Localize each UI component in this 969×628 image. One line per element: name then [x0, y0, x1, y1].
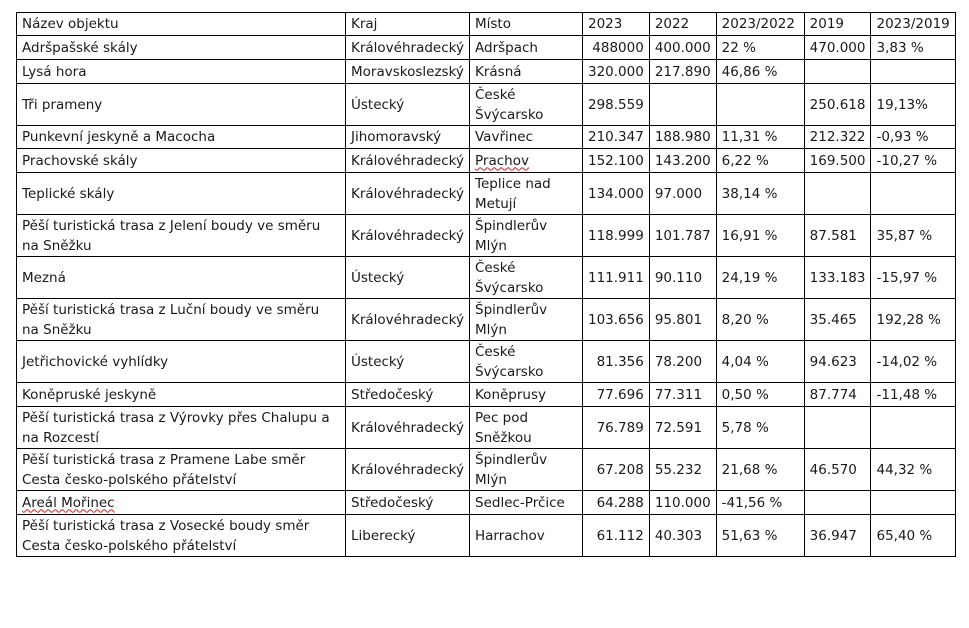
cell-change-2023-2019: [871, 407, 955, 449]
cell-place: České Švýcarsko: [470, 257, 583, 299]
cell-visitors-2023: 298.559: [583, 84, 650, 126]
cell-place: Koněprusy: [470, 383, 583, 407]
table-row: [17, 449, 956, 491]
cell-visitors-2022: 90.110: [649, 257, 716, 299]
table-row: [17, 126, 956, 149]
cell-object-name: Pěší turistická trasa z Pramene Labe směr Cesta česko-polského přátelství: [17, 449, 346, 491]
cell-visitors-2019: 36.947: [804, 515, 871, 557]
cell-change-2023-2022: 5,78 %: [716, 407, 804, 449]
cell-region: Liberecký: [346, 515, 470, 557]
cell-place: Sedlec-Prčice: [470, 491, 583, 515]
cell-region: Ústecký: [346, 84, 470, 126]
cell-object-name: Adršpašské skály: [17, 36, 346, 60]
cell-visitors-2022: 97.000: [649, 173, 716, 215]
header-region: Kraj: [346, 13, 470, 36]
cell-visitors-2023: 488000: [583, 36, 650, 60]
cell-change-2023-2019: 65,40 %: [871, 515, 955, 557]
cell-object-name: Tři prameny: [17, 84, 346, 126]
cell-change-2023-2019: 19,13%: [871, 84, 955, 126]
cell-visitors-2022: 72.591: [649, 407, 716, 449]
cell-visitors-2019: 46.570: [804, 449, 871, 491]
cell-visitors-2023: 81.356: [583, 341, 650, 383]
cell-change-2023-2019: -14,02 %: [871, 341, 955, 383]
cell-visitors-2019: [804, 491, 871, 515]
cell-visitors-2022: 400.000: [649, 36, 716, 60]
cell-region: Jihomoravský: [346, 126, 470, 149]
table-row: [17, 257, 956, 299]
header-change-2023-2022: 2023/2022: [716, 13, 804, 36]
cell-visitors-2022: 143.200: [649, 149, 716, 173]
table-row: [17, 341, 956, 383]
header-row: [17, 13, 956, 36]
cell-visitors-2019: 169.500: [804, 149, 871, 173]
header-change-2023-2019: 2023/2019: [871, 13, 955, 36]
cell-object-name: Teplické skály: [17, 173, 346, 215]
cell-region: Královéhradecký: [346, 407, 470, 449]
spellcheck-text: Areál Mořinec: [22, 494, 115, 511]
cell-change-2023-2019: 35,87 %: [871, 215, 955, 257]
cell-visitors-2023: 61.112: [583, 515, 650, 557]
cell-visitors-2023: 64.288: [583, 491, 650, 515]
cell-visitors-2023: 118.999: [583, 215, 650, 257]
cell-visitors-2019: [804, 173, 871, 215]
cell-region: Moravskoslezský: [346, 60, 470, 84]
cell-change-2023-2022: 0,50 %: [716, 383, 804, 407]
cell-change-2023-2022: 51,63 %: [716, 515, 804, 557]
cell-visitors-2022: 77.311: [649, 383, 716, 407]
cell-region: Ústecký: [346, 257, 470, 299]
cell-visitors-2019: [804, 407, 871, 449]
cell-visitors-2023: 67.208: [583, 449, 650, 491]
cell-visitors-2023: 77.696: [583, 383, 650, 407]
table-row: [17, 515, 956, 557]
cell-change-2023-2019: 192,28 %: [871, 299, 955, 341]
cell-visitors-2022: 217.890: [649, 60, 716, 84]
cell-place: Harrachov: [470, 515, 583, 557]
table-row: [17, 60, 956, 84]
table-row: [17, 299, 956, 341]
cell-region: Královéhradecký: [346, 449, 470, 491]
header-visitors-2019: 2019: [804, 13, 871, 36]
cell-visitors-2022: 101.787: [649, 215, 716, 257]
cell-change-2023-2022: 8,20 %: [716, 299, 804, 341]
cell-object-name: Pěší turistická trasa z Jelení boudy ve směru na Sněžku: [17, 215, 346, 257]
cell-change-2023-2019: -10,27 %: [871, 149, 955, 173]
cell-region: Královéhradecký: [346, 36, 470, 60]
cell-visitors-2022: 78.200: [649, 341, 716, 383]
cell-visitors-2022: 110.000: [649, 491, 716, 515]
cell-region: Středočeský: [346, 383, 470, 407]
cell-place: Špindlerův Mlýn: [470, 299, 583, 341]
cell-change-2023-2022: 4,04 %: [716, 341, 804, 383]
cell-place: Teplice nad Metují: [470, 173, 583, 215]
cell-change-2023-2022: 22 %: [716, 36, 804, 60]
cell-change-2023-2022: 11,31 %: [716, 126, 804, 149]
cell-object-name: Lysá hora: [17, 60, 346, 84]
cell-visitors-2019: 87.581: [804, 215, 871, 257]
cell-visitors-2023: 134.000: [583, 173, 650, 215]
cell-region: Středočeský: [346, 491, 470, 515]
cell-place: České Švýcarsko: [470, 84, 583, 126]
cell-object-name: Koněpruské jeskyně: [17, 383, 346, 407]
cell-object-name: [17, 491, 346, 515]
cell-change-2023-2019: -15,97 %: [871, 257, 955, 299]
table-row: [17, 84, 956, 126]
cell-region: Královéhradecký: [346, 149, 470, 173]
cell-place: Špindlerův Mlýn: [470, 215, 583, 257]
cell-visitors-2019: 250.618: [804, 84, 871, 126]
cell-visitors-2022: 95.801: [649, 299, 716, 341]
cell-change-2023-2022: 38,14 %: [716, 173, 804, 215]
cell-visitors-2019: 35.465: [804, 299, 871, 341]
cell-object-name: Pěší turistická trasa z Výrovky přes Chalupu a na Rozcestí: [17, 407, 346, 449]
cell-region: Královéhradecký: [346, 173, 470, 215]
cell-change-2023-2022: [716, 84, 804, 126]
cell-change-2023-2019: [871, 491, 955, 515]
cell-place: Vavřinec: [470, 126, 583, 149]
cell-object-name: Pěší turistická trasa z Luční boudy ve směru na Sněžku: [17, 299, 346, 341]
cell-visitors-2019: 133.183: [804, 257, 871, 299]
cell-region: Ústecký: [346, 341, 470, 383]
cell-place: České Švýcarsko: [470, 341, 583, 383]
cell-object-name: Jetřichovické vyhlídky: [17, 341, 346, 383]
cell-visitors-2019: 470.000: [804, 36, 871, 60]
cell-change-2023-2019: [871, 60, 955, 84]
cell-change-2023-2019: [871, 173, 955, 215]
cell-change-2023-2019: -11,48 %: [871, 383, 955, 407]
table-row: [17, 383, 956, 407]
cell-object-name: Mezná: [17, 257, 346, 299]
cell-change-2023-2022: 21,68 %: [716, 449, 804, 491]
header-place: Místo: [470, 13, 583, 36]
cell-change-2023-2022: 16,91 %: [716, 215, 804, 257]
spellcheck-text: Prachov: [475, 152, 529, 169]
cell-change-2023-2019: 44,32 %: [871, 449, 955, 491]
table-row: [17, 149, 956, 173]
cell-visitors-2023: 320.000: [583, 60, 650, 84]
table-row: [17, 173, 956, 215]
cell-visitors-2023: 76.789: [583, 407, 650, 449]
cell-visitors-2019: 94.623: [804, 341, 871, 383]
cell-object-name: Punkevní jeskyně a Macocha: [17, 126, 346, 149]
cell-place: Krásná: [470, 60, 583, 84]
header-visitors-2022: 2022: [649, 13, 716, 36]
header-object-name: Název objektu: [17, 13, 346, 36]
table-row: [17, 407, 956, 449]
cell-visitors-2019: 87.774: [804, 383, 871, 407]
cell-region: Královéhradecký: [346, 215, 470, 257]
cell-change-2023-2019: -0,93 %: [871, 126, 955, 149]
cell-change-2023-2022: 46,86 %: [716, 60, 804, 84]
header-visitors-2023: 2023: [583, 13, 650, 36]
cell-change-2023-2022: 6,22 %: [716, 149, 804, 173]
cell-visitors-2022: 40.303: [649, 515, 716, 557]
cell-visitors-2022: 188.980: [649, 126, 716, 149]
cell-change-2023-2019: 3,83 %: [871, 36, 955, 60]
visitor-table: [16, 12, 956, 557]
cell-place: Špindlerův Mlýn: [470, 449, 583, 491]
cell-change-2023-2022: -41,56 %: [716, 491, 804, 515]
cell-object-name: Prachovské skály: [17, 149, 346, 173]
cell-place: Adršpach: [470, 36, 583, 60]
cell-visitors-2023: 210.347: [583, 126, 650, 149]
cell-region: Královéhradecký: [346, 299, 470, 341]
cell-visitors-2023: 111.911: [583, 257, 650, 299]
cell-visitors-2022: 55.232: [649, 449, 716, 491]
table-row: [17, 215, 956, 257]
cell-visitors-2022: [649, 84, 716, 126]
cell-visitors-2023: 103.656: [583, 299, 650, 341]
cell-object-name: Pěší turistická trasa z Vosecké boudy směr Cesta česko-polského přátelství: [17, 515, 346, 557]
table-row: [17, 36, 956, 60]
cell-place: Pec pod Sněžkou: [470, 407, 583, 449]
cell-visitors-2019: [804, 60, 871, 84]
table-row: [17, 491, 956, 515]
cell-place: [470, 149, 583, 173]
cell-change-2023-2022: 24,19 %: [716, 257, 804, 299]
cell-visitors-2019: 212.322: [804, 126, 871, 149]
cell-visitors-2023: 152.100: [583, 149, 650, 173]
